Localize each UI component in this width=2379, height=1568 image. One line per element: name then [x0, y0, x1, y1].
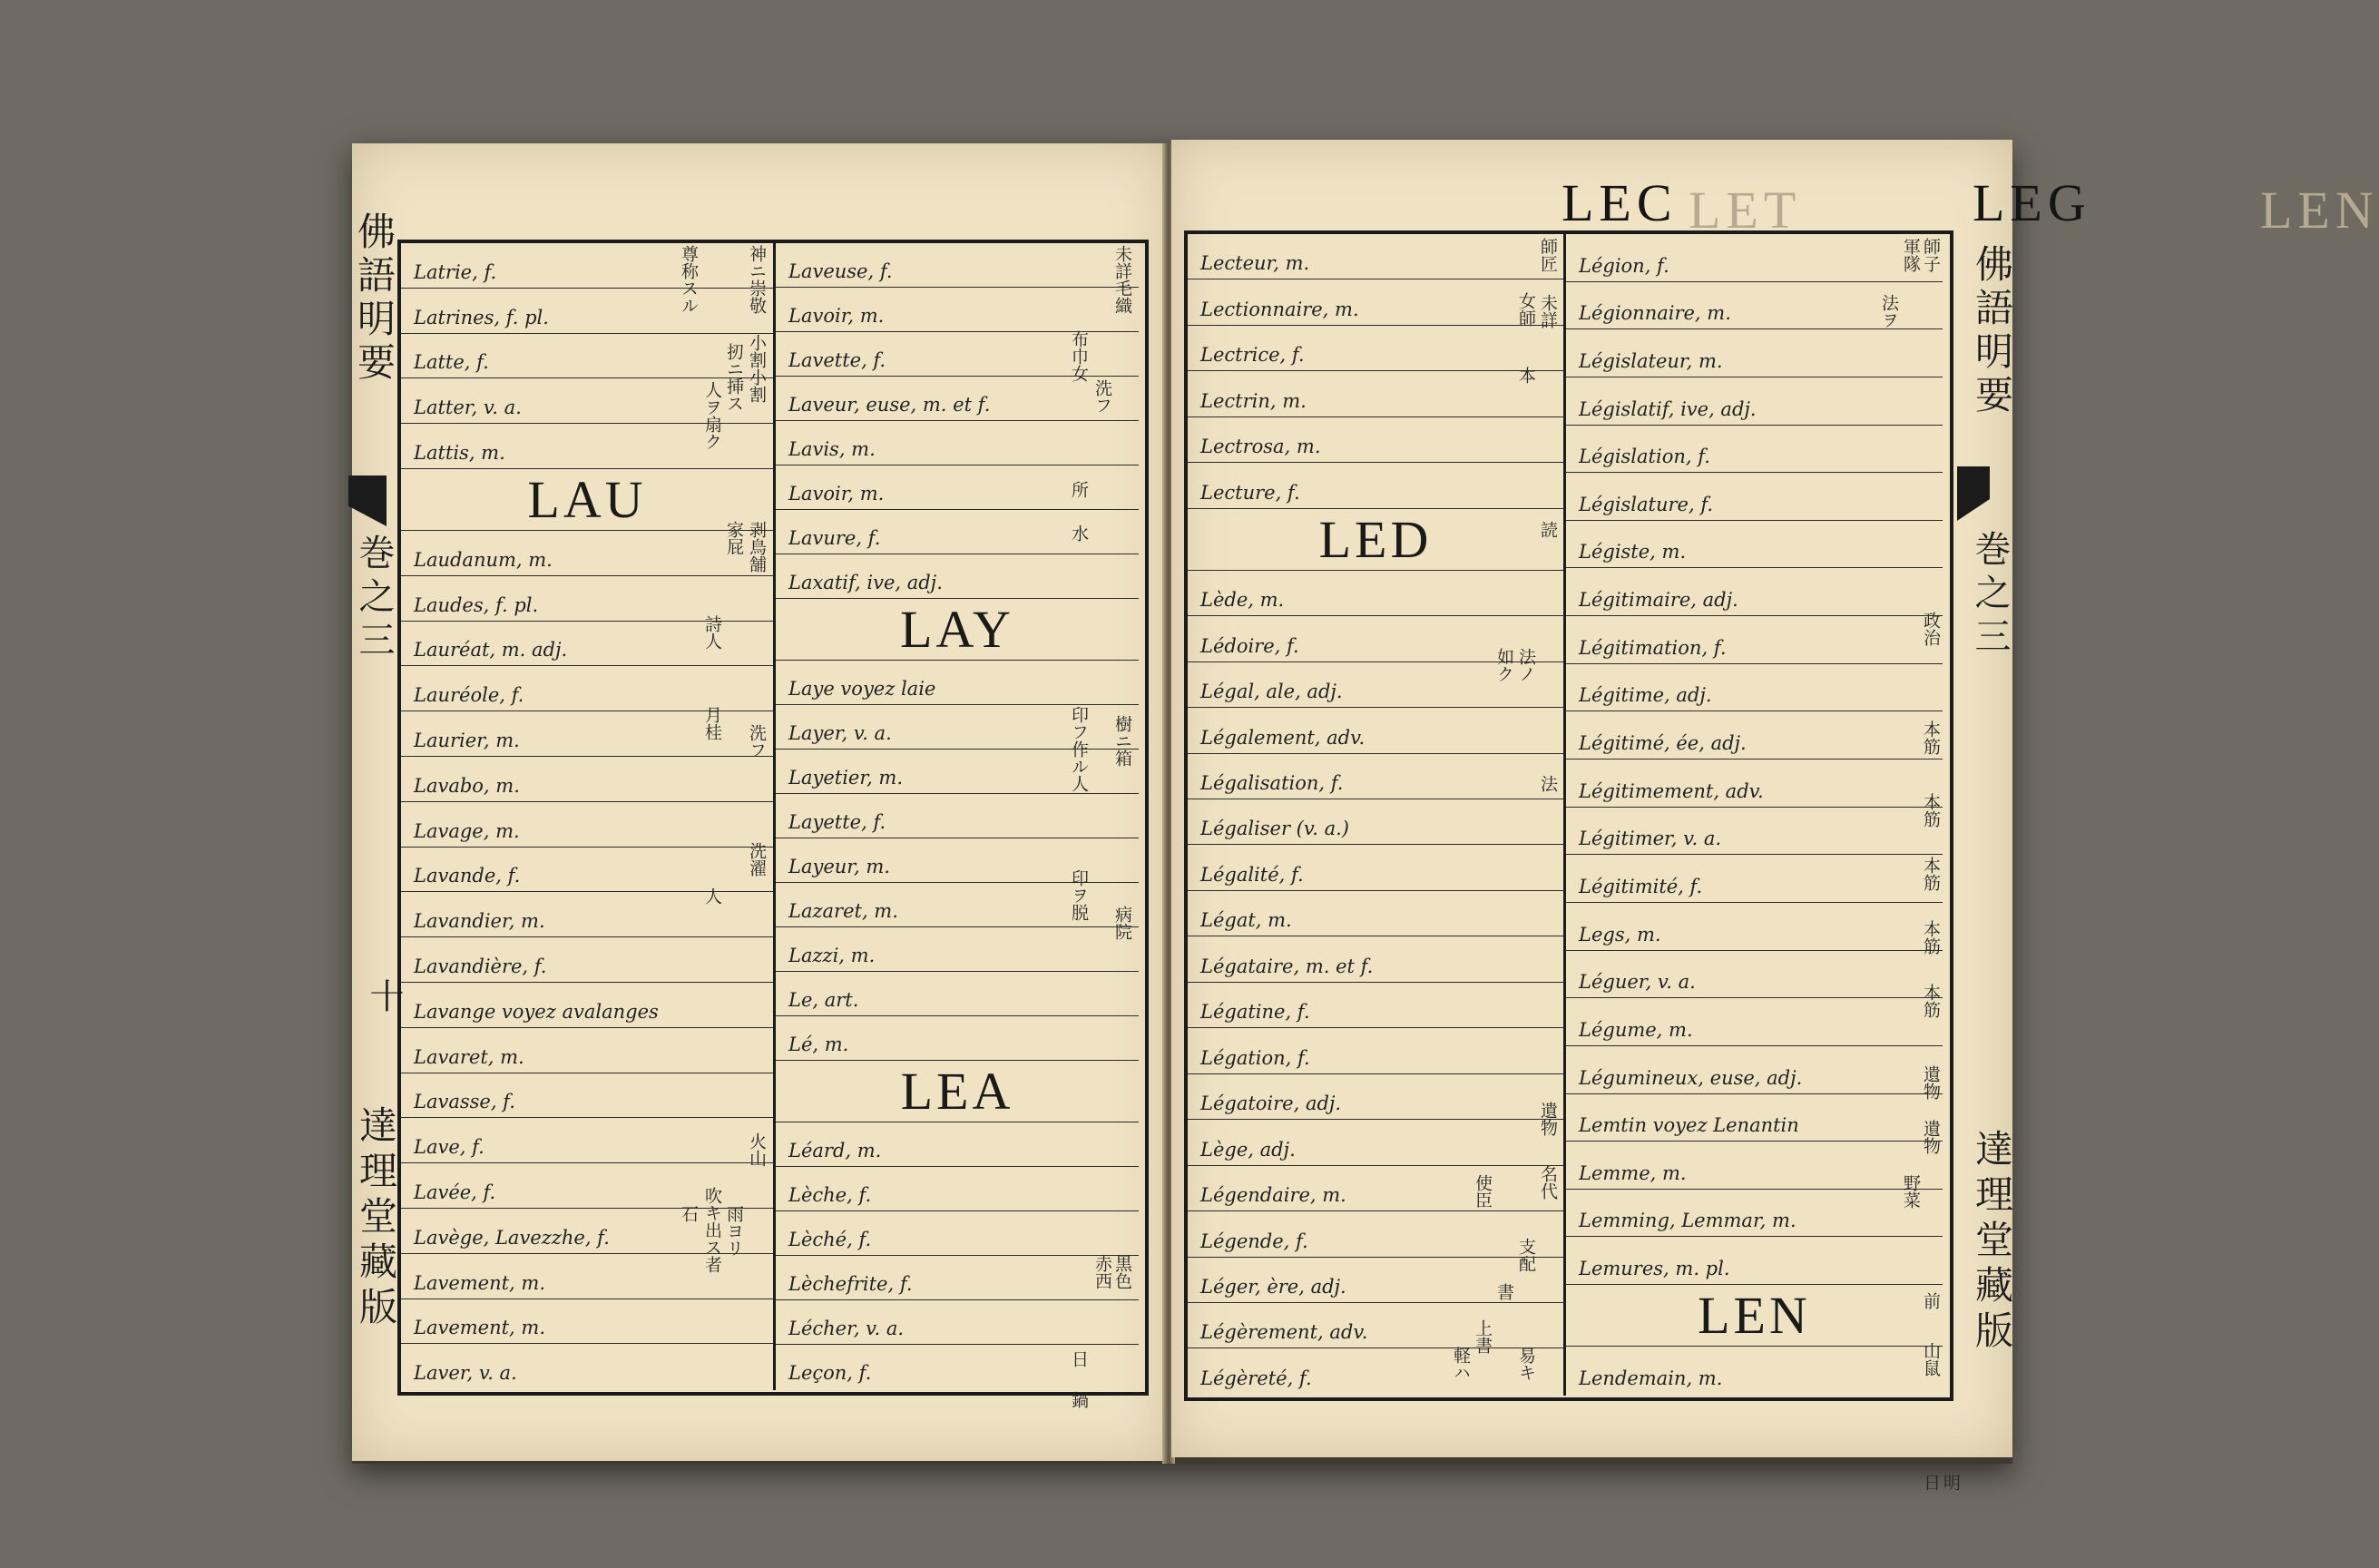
entry-headword: Leçon, f.	[788, 1362, 872, 1384]
entry-headword: Lavège, Lavezzhe, f.	[414, 1226, 610, 1249]
entry-headword: Légionnaire, m.	[1579, 302, 1731, 325]
list-item	[1566, 377, 1943, 426]
list-item	[776, 288, 1139, 332]
section-heading: LED	[1318, 509, 1433, 569]
list-item	[401, 1299, 773, 1345]
entry-headword: Lège, adj.	[1200, 1138, 1296, 1161]
list-item	[1566, 1237, 1943, 1285]
entry-headword: Légalité, f.	[1200, 863, 1304, 886]
entry-headword: Légataire, m. et f.	[1200, 955, 1374, 977]
gloss-text: 遺物	[1921, 1120, 1941, 1154]
entry-headword: Lemures, m. pl.	[1579, 1258, 1730, 1280]
entry-headword: Législation, f.	[1579, 446, 1710, 468]
running-head-ghost: LEN	[2260, 181, 2379, 240]
entry-headword: Lazzi, m.	[788, 945, 876, 966]
entry-headword: Légume, m.	[1579, 1018, 1693, 1041]
entry-headword: Légiste, m.	[1579, 541, 1687, 564]
list-item	[1566, 616, 1943, 664]
entry-headword: Legs, m.	[1579, 923, 1661, 946]
list-item	[1566, 855, 1943, 903]
section-heading-row	[1188, 509, 1563, 571]
list-item	[1188, 1120, 1563, 1165]
gloss-text: 女師	[1516, 292, 1536, 327]
gloss-text: 師匠	[1538, 238, 1558, 272]
entry-headword: Lavette, f.	[788, 349, 886, 371]
entry-headword: Lemtin voyez Lenantin	[1579, 1114, 1799, 1137]
list-item	[776, 1167, 1139, 1211]
list-item	[776, 421, 1139, 466]
entry-headword: Légitime, adj.	[1579, 684, 1712, 707]
list-item	[1188, 1348, 1563, 1393]
entry-headword: Légèreté, f.	[1200, 1367, 1312, 1389]
list-item	[401, 334, 773, 379]
entry-headword: Législateur, m.	[1579, 349, 1723, 372]
gloss-text: 政治	[1921, 612, 1941, 646]
entry-headword: Laurier, m.	[414, 729, 520, 751]
list-item	[776, 661, 1139, 705]
list-item	[1188, 571, 1563, 616]
section-heading-row	[401, 469, 773, 531]
entry-headword: Lazaret, m.	[788, 900, 898, 922]
gloss-text: 明日	[1921, 1474, 1961, 1491]
entry-headword: Lavasse, f.	[414, 1091, 515, 1113]
entry-headword: Laxatif, ive, adj.	[788, 572, 943, 593]
list-item	[1566, 1142, 1943, 1190]
section-heading-row	[1566, 1285, 1943, 1347]
list-item	[1188, 845, 1563, 890]
list-item	[1188, 279, 1563, 325]
entry-headword: Légalisation, f.	[1200, 771, 1344, 794]
list-item	[776, 927, 1139, 972]
list-item	[1188, 708, 1563, 753]
entry-headword: Lectionnaire, m.	[1200, 298, 1359, 320]
gloss-text: 軽ハ	[1451, 1347, 1471, 1381]
gloss-text: 扨ニ挿ス	[724, 343, 744, 412]
list-item	[776, 243, 1139, 288]
list-item	[1188, 754, 1563, 799]
list-item	[401, 937, 773, 983]
list-item	[1566, 903, 1943, 951]
gloss-text: 所	[1069, 481, 1089, 498]
gloss-text: 本筋	[1921, 793, 1941, 828]
gloss-text: 剥鳥舗	[747, 521, 767, 573]
entry-headword: Lave, f.	[414, 1136, 485, 1159]
list-item	[1188, 1028, 1563, 1073]
entry-headword: Le, art.	[788, 989, 859, 1011]
entry-headword: Léard, m.	[788, 1140, 882, 1161]
list-item	[1566, 568, 1943, 616]
gloss-text: 本筋	[1921, 920, 1941, 955]
entry-headword: Législature, f.	[1579, 493, 1714, 515]
entry-headword: Légitimement, adv.	[1579, 779, 1764, 802]
entry-headword: Légitimation, f.	[1579, 636, 1727, 659]
entry-headword: Légitimaire, adj.	[1579, 589, 1738, 612]
list-item	[401, 802, 773, 848]
gloss-text: 病院	[1112, 906, 1132, 940]
entry-headword: Léger, ère, adj.	[1200, 1275, 1346, 1298]
gloss-text: 読	[1538, 521, 1558, 538]
entry-headword: Légatoire, adj.	[1200, 1093, 1342, 1115]
running-head-left: LEC	[1562, 173, 1678, 232]
gloss-text: 本筋	[1921, 984, 1941, 1018]
list-item	[776, 1211, 1139, 1256]
gloss-text: 布巾女	[1069, 330, 1089, 382]
list-item	[1566, 1190, 1943, 1238]
gloss-text: 前	[1921, 1292, 1941, 1309]
section-heading: LEN	[1698, 1286, 1811, 1346]
list-item	[1566, 329, 1943, 377]
list-item	[401, 1344, 773, 1388]
list-item	[1188, 1166, 1563, 1211]
left-col2-entries	[776, 243, 1139, 1388]
list-item	[1188, 371, 1563, 416]
entry-headword: Laver, v. a.	[414, 1362, 517, 1385]
entry-headword: Lèchefrite, f.	[788, 1273, 913, 1295]
list-item	[1566, 1094, 1943, 1142]
list-item	[776, 1016, 1139, 1061]
list-item	[1188, 1074, 1563, 1120]
gloss-text: 未詳	[1538, 294, 1558, 328]
gloss-text: 印フ作ル人	[1069, 706, 1089, 792]
right-margin-volume: 巻之三	[1969, 530, 2011, 661]
entry-headword: Lécher, v. a.	[788, 1318, 905, 1339]
entry-headword: Lavée, f.	[414, 1181, 496, 1203]
list-item	[776, 377, 1139, 421]
left-margin-fish-mark	[348, 475, 387, 526]
entry-headword: Lavande, f.	[414, 865, 521, 887]
entry-headword: Lemme, m.	[1579, 1161, 1687, 1184]
entry-headword: Layeur, m.	[788, 856, 890, 877]
gloss-text: 火山	[747, 1132, 767, 1167]
running-head-right: LEG	[1973, 173, 2091, 232]
list-item	[1188, 326, 1563, 371]
entry-headword: Légitimer, v. a.	[1579, 828, 1722, 850]
entry-headword: Lavange voyez avalanges	[414, 1000, 659, 1023]
entry-headword: Lavandière, f.	[414, 955, 547, 977]
gloss-text: 日	[1069, 1350, 1089, 1367]
entry-headword: Lectrin, m.	[1200, 389, 1307, 412]
entry-headword: Légat, m.	[1200, 909, 1292, 932]
gloss-text: 本	[1516, 367, 1536, 384]
gloss-text: 雨ヨリ	[724, 1205, 744, 1257]
gloss-text: 法ヲ	[1879, 294, 1899, 328]
entry-headword: Lavure, f.	[788, 527, 881, 549]
entry-headword: Légitimité, f.	[1579, 875, 1703, 897]
entry-headword: Légaliser (v. a.)	[1200, 818, 1349, 840]
left-page	[352, 143, 1167, 1461]
gloss-text: 山鼠	[1921, 1342, 1941, 1377]
list-item	[401, 983, 773, 1028]
list-item	[401, 666, 773, 711]
list-item	[401, 289, 773, 334]
list-item	[401, 1118, 773, 1163]
entry-headword: Lendemain, m.	[1579, 1367, 1723, 1389]
list-item	[1566, 1347, 1943, 1394]
gloss-text: 法ノ	[1516, 648, 1536, 682]
entry-headword: Lemming, Lemmar, m.	[1579, 1210, 1796, 1232]
right-margin-title: 佛語明要	[1970, 244, 2014, 418]
entry-headword: Légitimé, ée, adj.	[1579, 732, 1747, 755]
list-item	[1188, 983, 1563, 1028]
list-item	[401, 757, 773, 802]
entry-headword: Lavement, m.	[414, 1317, 546, 1339]
list-item	[401, 848, 773, 893]
list-item	[1566, 426, 1943, 474]
gloss-text: 本筋	[1921, 857, 1941, 891]
section-heading-row	[776, 599, 1139, 661]
entry-headword: Layer, v. a.	[788, 722, 892, 744]
entry-headword: Laudes, f. pl.	[414, 593, 539, 616]
entry-headword: Lavabo, m.	[414, 774, 520, 797]
entry-headword: Lavis, m.	[788, 438, 876, 460]
section-heading: LAU	[527, 469, 647, 529]
gloss-text: 人	[702, 887, 722, 905]
gloss-text: 石	[679, 1205, 699, 1222]
gloss-text: 野菜	[1901, 1174, 1921, 1209]
entry-headword: Lectrosa, m.	[1200, 436, 1321, 458]
gloss-text: 上書	[1473, 1319, 1493, 1354]
gloss-text: 易キ	[1516, 1347, 1536, 1381]
entry-headword: Lavage, m.	[414, 819, 520, 842]
list-item	[401, 531, 773, 576]
entry-headword: Légèrement, adv.	[1200, 1321, 1368, 1344]
list-item	[1566, 521, 1943, 569]
gloss-text: 支配	[1516, 1238, 1536, 1272]
list-item	[776, 1256, 1139, 1300]
entry-headword: Lavaret, m.	[414, 1045, 524, 1068]
gloss-text: 樹ニ箱	[1112, 715, 1132, 767]
entry-headword: Layetier, m.	[788, 767, 904, 789]
section-heading-row	[776, 1061, 1139, 1122]
entry-headword: Lecteur, m.	[1200, 252, 1310, 275]
entry-headword: Latter, v. a.	[414, 397, 522, 419]
open-book	[352, 143, 2379, 1491]
gloss-text: 印ヲ脱	[1069, 869, 1089, 921]
entry-headword: Légende, f.	[1200, 1230, 1308, 1252]
gloss-text: 名代	[1538, 1165, 1558, 1200]
list-item	[401, 1028, 773, 1073]
list-item	[1566, 998, 1943, 1046]
entry-headword: Laveuse, f.	[788, 260, 893, 282]
entry-headword: Légal, ale, adj.	[1200, 681, 1343, 703]
entry-headword: Lavoir, m.	[788, 305, 885, 327]
list-item	[1566, 951, 1943, 999]
entry-headword: Législatif, ive, adj.	[1579, 397, 1757, 420]
gloss-text: 詩人	[702, 615, 722, 650]
left-margin-title: 佛語明要	[352, 211, 396, 386]
entry-headword: Laye voyez laie	[788, 678, 936, 700]
gloss-text: 軍隊	[1901, 238, 1921, 272]
gloss-text: 神ニ崇敬	[747, 245, 767, 314]
list-item	[1188, 234, 1563, 279]
gloss-text: 吹キ出ス者	[702, 1187, 722, 1273]
gloss-text: 未詳毛織	[1112, 245, 1132, 314]
entry-headword: Légation, f.	[1200, 1046, 1310, 1069]
entry-headword: Légatine, f.	[1200, 1001, 1310, 1024]
list-item	[1188, 799, 1563, 845]
right-col1-entries	[1188, 234, 1563, 1394]
entry-headword: Lavoir, m.	[788, 483, 885, 505]
entry-headword: Lède, m.	[1200, 589, 1285, 612]
list-item	[1188, 1303, 1563, 1348]
gloss-text: 法	[1538, 775, 1558, 792]
gloss-text: 洗フ	[747, 724, 767, 759]
list-item	[1566, 1046, 1943, 1094]
list-item	[776, 972, 1139, 1016]
entry-headword: Latrie, f.	[414, 260, 497, 283]
entry-headword: Lèché, f.	[788, 1229, 872, 1250]
entry-headword: Lavement, m.	[414, 1271, 546, 1294]
gloss-text: 書	[1494, 1283, 1514, 1300]
gloss-text: 洗フ	[1092, 379, 1112, 414]
entry-headword: Lavandier, m.	[414, 910, 545, 933]
right-margin-fish-mark	[1957, 466, 1990, 521]
right-margin-publisher: 達理堂藏版	[1970, 1129, 2014, 1356]
list-item	[1566, 234, 1943, 282]
gloss-text: 鍋	[1069, 1391, 1089, 1408]
gloss-text: 水	[1069, 524, 1089, 542]
gloss-text: 小割小割	[747, 334, 767, 403]
list-item	[776, 794, 1139, 838]
list-item	[1188, 1211, 1563, 1257]
list-item	[1566, 808, 1943, 856]
list-item	[401, 243, 773, 289]
list-item	[1566, 664, 1943, 712]
entry-headword: Latte, f.	[414, 351, 489, 374]
left-margin-publisher: 達理堂藏版	[354, 1105, 398, 1332]
entry-headword: Laveur, euse, m. et f.	[788, 394, 991, 416]
entry-headword: Léguer, v. a.	[1579, 971, 1696, 994]
entry-headword: Lattis, m.	[414, 441, 505, 464]
gloss-text: 如ク	[1494, 648, 1514, 682]
gloss-text: 尊称スル	[679, 245, 699, 314]
entry-headword: Lèche, f.	[788, 1184, 872, 1206]
gloss-text: 月桂	[702, 706, 722, 740]
list-item	[1566, 473, 1943, 521]
list-item	[401, 1073, 773, 1119]
entry-headword: Lecture, f.	[1200, 481, 1300, 504]
entry-headword: Légendaire, m.	[1200, 1184, 1346, 1207]
list-item	[1188, 936, 1563, 982]
entry-headword: Latrines, f. pl.	[414, 306, 549, 328]
right-col2-entries	[1566, 234, 1943, 1394]
entry-headword: Lectrice, f.	[1200, 344, 1305, 367]
list-item	[1566, 760, 1943, 808]
gloss-text: 洗濯	[747, 842, 767, 877]
entry-headword: Lauréat, m. adj.	[414, 639, 568, 662]
entry-headword: Lédoire, f.	[1200, 634, 1299, 657]
section-heading: LEA	[900, 1062, 1014, 1121]
list-item	[776, 1300, 1139, 1345]
gloss-text: 師子	[1921, 238, 1941, 272]
gloss-text: 家屁	[724, 521, 744, 555]
entry-headword: Lauréole, f.	[414, 684, 524, 707]
list-item	[1566, 711, 1943, 760]
list-item	[1188, 891, 1563, 936]
entry-headword: Légion, f.	[1579, 254, 1669, 277]
left-margin-volume: 巻之三	[353, 534, 395, 664]
entry-headword: Layette, f.	[788, 811, 886, 833]
gloss-text: 遺物	[1921, 1065, 1941, 1100]
gloss-text: 黒色	[1112, 1255, 1132, 1289]
gloss-text: 人ヲ扇ク	[702, 381, 722, 450]
entry-headword: Laudanum, m.	[414, 548, 553, 571]
list-item	[776, 554, 1139, 599]
list-item	[1188, 463, 1563, 508]
gloss-text: 赤西	[1092, 1255, 1112, 1289]
gloss-text: 本筋	[1921, 720, 1941, 755]
running-head-ghost: LET	[1689, 181, 1802, 240]
gloss-text: 遺物	[1538, 1102, 1558, 1136]
section-heading: LAY	[900, 600, 1014, 659]
gloss-text: 使臣	[1473, 1174, 1493, 1209]
right-page	[1171, 140, 2379, 1491]
entry-headword: Lé, m.	[788, 1034, 849, 1055]
entry-headword: Légalement, adv.	[1200, 726, 1366, 749]
list-item	[1188, 417, 1563, 463]
left-margin-page-number: 十	[364, 978, 404, 1013]
entry-headword: Légumineux, euse, adj.	[1579, 1066, 1803, 1089]
list-item	[776, 1122, 1139, 1167]
